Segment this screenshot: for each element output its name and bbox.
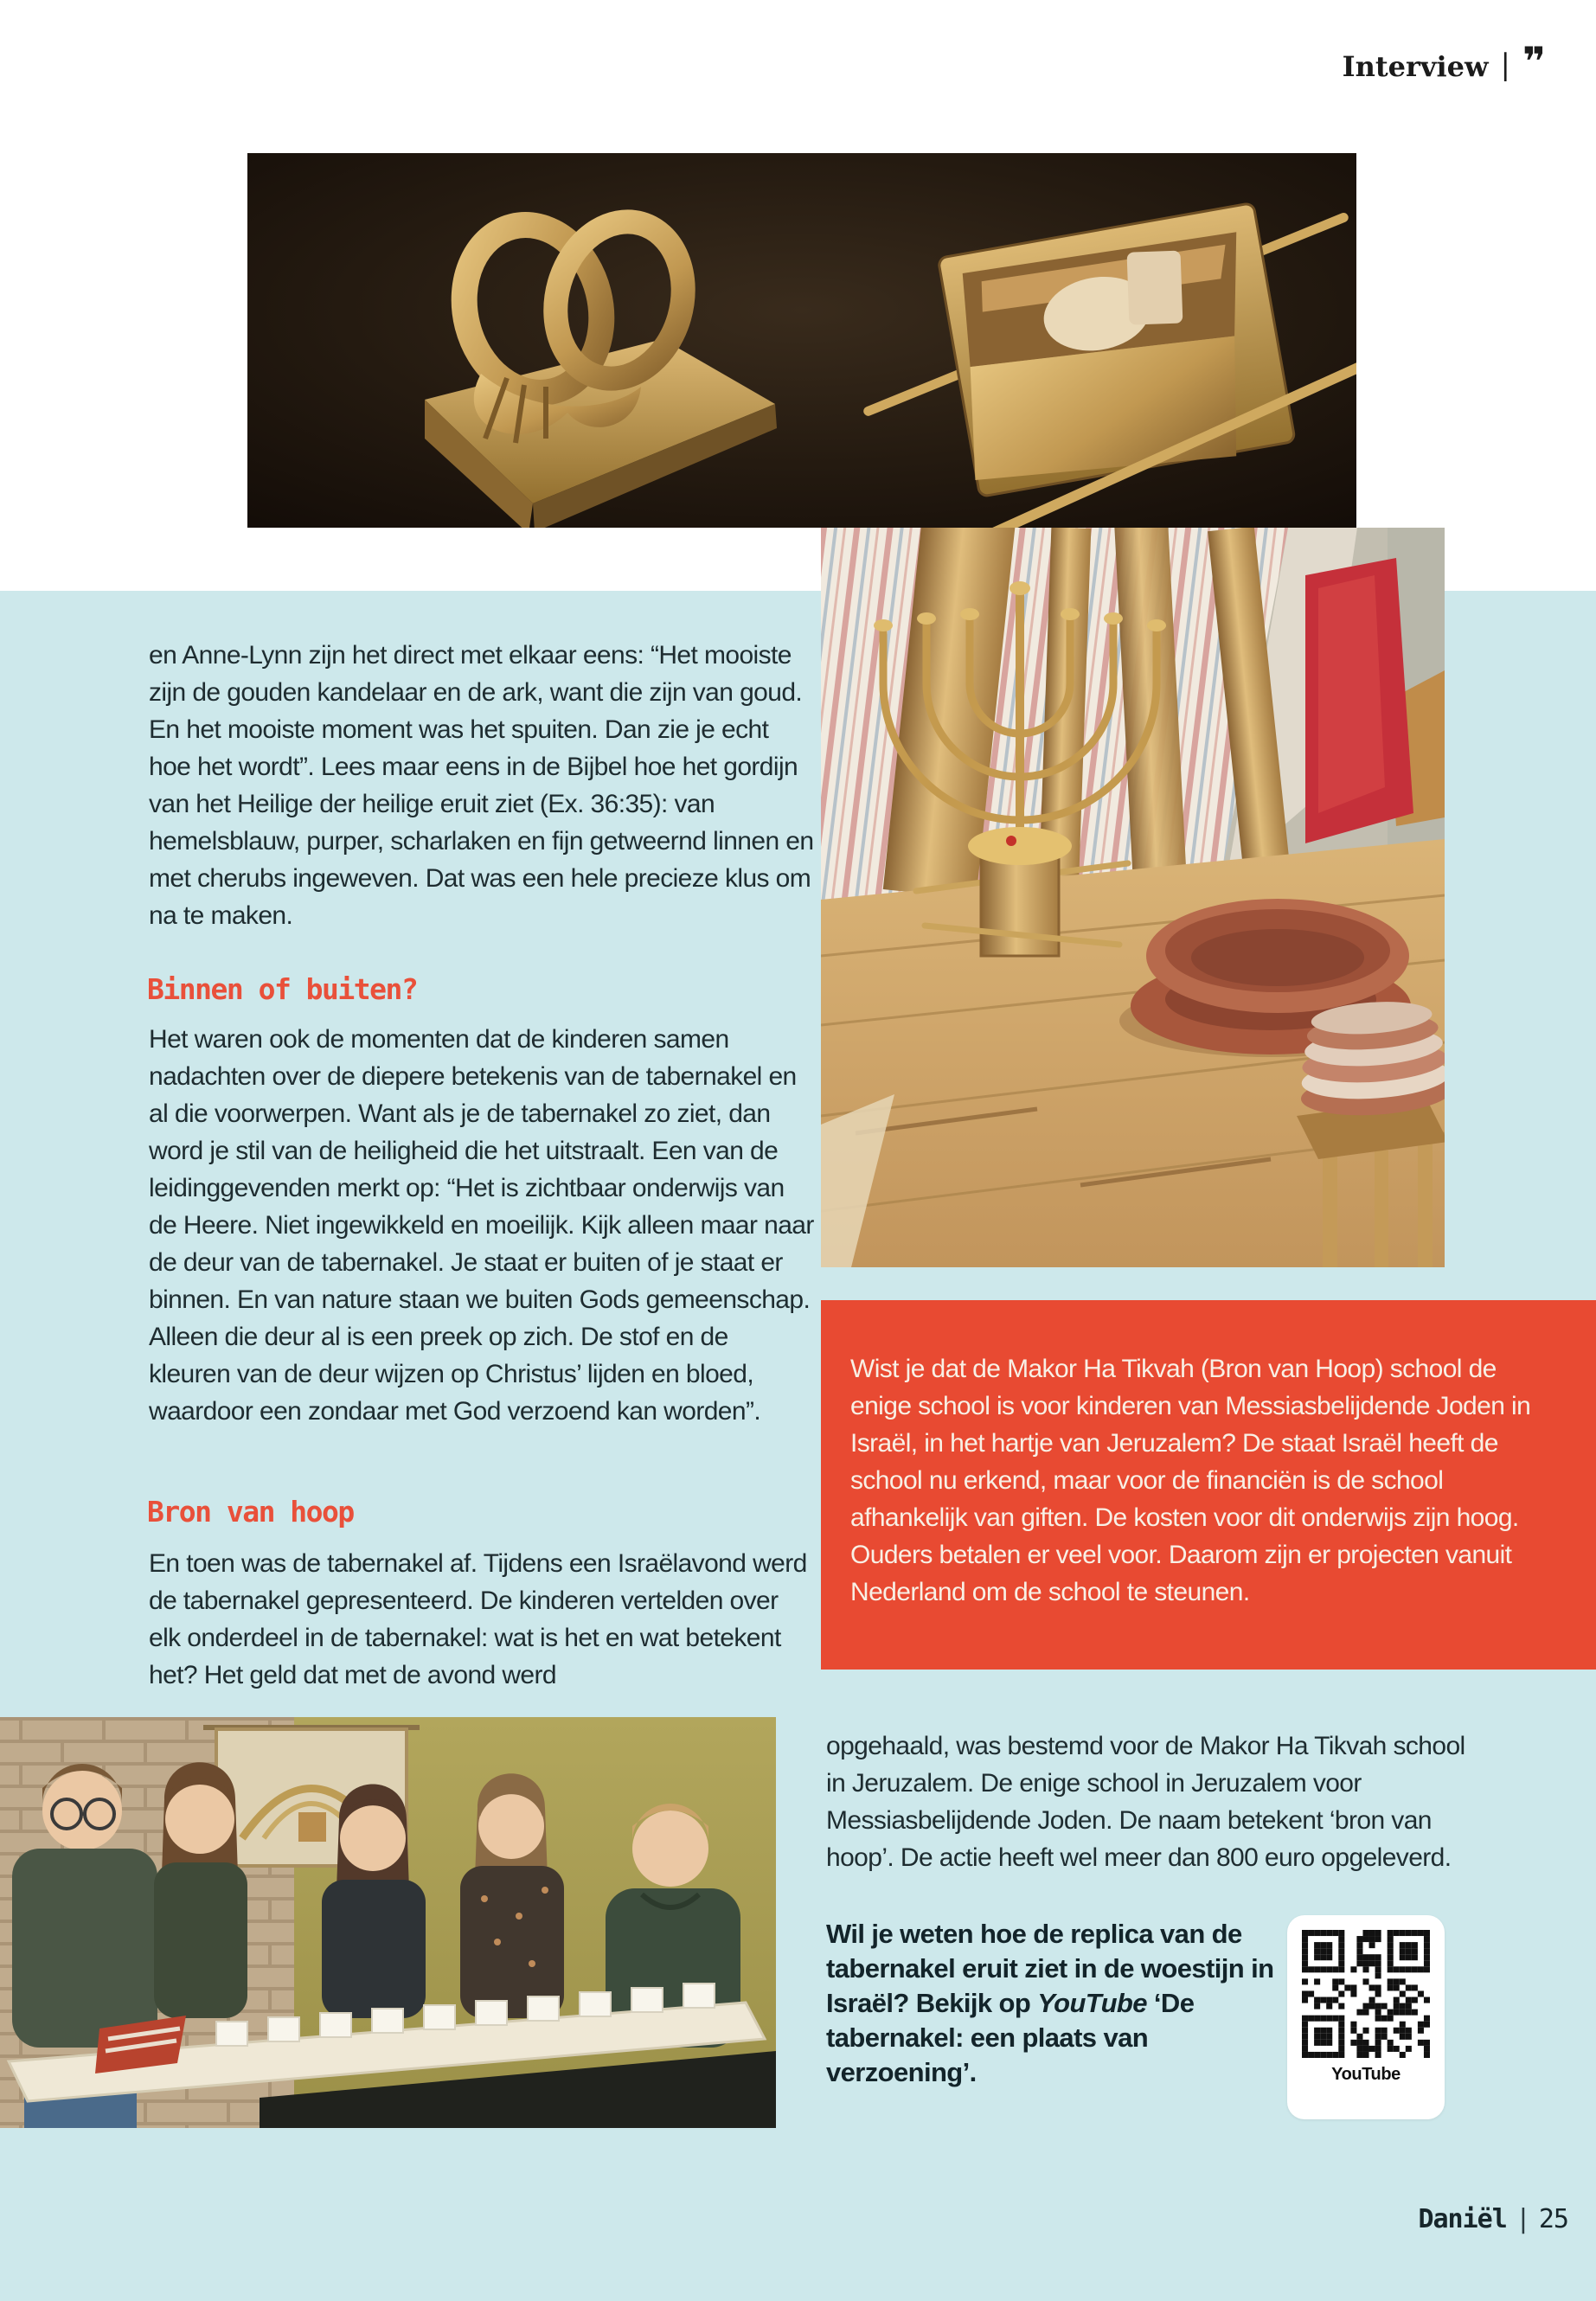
cta-brand: YouTube	[1037, 1988, 1147, 2018]
heading-binnen-of-buiten: Binnen of buiten?	[147, 972, 418, 1006]
page-number: 25	[1538, 2204, 1568, 2234]
qr-code-icon	[1302, 1930, 1430, 2058]
page-footer	[1418, 2204, 1568, 2234]
photo-children-tabernacle-model	[0, 1717, 776, 2128]
cta-text-after: ‘De tabernakel: een plaats van verzoening’.	[826, 1988, 1195, 2087]
paragraph-binnen-of-buiten: Het waren ook de momenten dat de kinderen samen nadachten over de diepere betekenis van de tabernakel en al die voorwerpen. Want als je de tabernakel zo ziet, dan word je stil van de heiligheid die het uitstraalt. Een van de leidinggevenden merkt op: “Het is zichtbaar onderwijs van de Heere. Niet ingewikkeld en moeilijk. Kijk alleen maar naar de deur van de tabernakel. Je staat er buiten of je staat er binnen. En van nature staan we buiten Gods gemeenschap. Alleen die deur al is een preek op zich. De stof en de kleuren van de deur wijzen op Christus’ lijden en bloed, waardoor een zondaar met God verzoend kan worden”.	[149, 1025, 814, 1426]
qr-label: YouTube	[1331, 2065, 1401, 2084]
magazine-name: Daniël	[1418, 2204, 1507, 2234]
photo-gold-ark-miniatures	[247, 153, 1356, 528]
section-label: Interview	[1342, 50, 1489, 83]
paragraph-intro: en Anne-Lynn zijn het direct met elkaar eens: “Het mooiste zijn de gouden kandelaar en de ark, want die zijn van goud. En het mooiste moment was het spuiten. Dan zie je echt hoe het wordt”. Lees maar eens in de Bijbel hoe het gordijn van het Heilige der heilige eruit ziet (Ex. 36:35): van hemelsblauw, purper, scharlaken en fijn getweernd linnen en met cherubs ingeweven. Dat was een hele precieze klus om na te maken.	[149, 641, 814, 930]
quote-marks-icon: ❞	[1522, 38, 1546, 85]
header-separator: |	[1500, 48, 1510, 82]
cta-youtube	[826, 1917, 1280, 2090]
paragraph-continuation: opgehaald, was bestemd voor de Makor Ha Tikvah school in Jeruzalem. De enige school in Jeruzalem voor Messiasbelijdende Joden. De naam betekent ‘bron van hoop’. De actie heeft wel meer dan 800 euro opgeleverd.	[826, 1732, 1465, 1872]
photo-menorah-table	[821, 528, 1445, 1267]
cta-text-before: Wil je weten hoe de replica van de tabernakel eruit ziet in de woestijn in Israël? Bekijk op	[826, 1919, 1274, 2018]
infobox-text: Wist je dat de Makor Ha Tikvah (Bron van Hoop) school de enige school is voor kinderen van Messiasbelijdende Joden in Israël, in het hartje van Jeruzalem? De staat Israël heeft de school nu erkend, maar voor de financiën is de school afhankelijk van giften. De kosten voor dit onderwijs zijn hoog. Ouders betalen er veel voor. Daarom zijn er projecten vanuit Nederland om de school te steunen.	[850, 1355, 1531, 1606]
infobox-makor-ha-tikvah	[821, 1300, 1596, 1670]
qr-card	[1287, 1915, 1445, 2119]
section-header	[1342, 38, 1546, 87]
paragraph-bron-van-hoop: En toen was de tabernakel af. Tijdens een Israëlavond werd de tabernakel gepresenteerd. De kinderen vertelden over elk onderdeel in de tabernakel: wat is het en wat betekent het? Het geld dat met de avond werd	[149, 1549, 807, 1689]
heading-bron-van-hoop: Bron van hoop	[147, 1495, 354, 1529]
footer-separator: |	[1515, 2204, 1530, 2234]
child-2	[154, 1762, 247, 2018]
